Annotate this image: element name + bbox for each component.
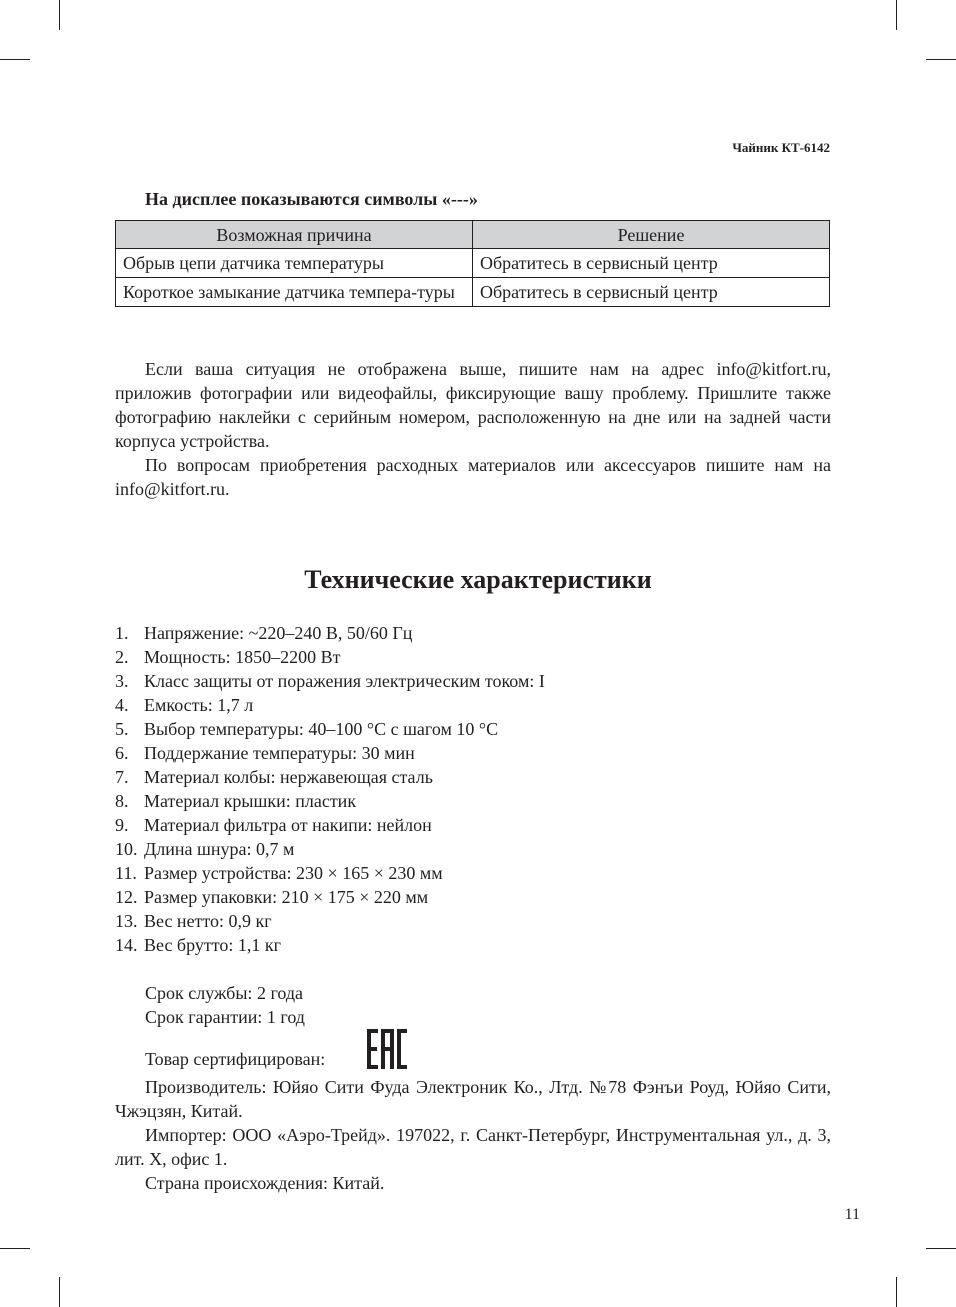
table-cell-cause: Обрыв цепи датчика температуры [116, 249, 473, 278]
list-item-number: 12. [115, 887, 138, 907]
list-item-number: 2. [115, 647, 129, 667]
list-item-number: 7. [115, 767, 129, 787]
list-item-text: Размер упаковки: 210 × 175 × 220 мм [144, 887, 429, 907]
specs-title: Технические характеристики [304, 565, 652, 594]
crop-mark [926, 1248, 956, 1249]
list-item [115, 741, 831, 765]
list-item-text: Материал фильтра от накипи: нейлон [144, 815, 432, 835]
list-item-text: Выбор температуры: 40–100 °С с шагом 10 °С [144, 719, 499, 739]
list-item-number: 6. [115, 743, 129, 763]
list-item-number: 4. [115, 695, 129, 715]
list-item-number: 3. [115, 671, 129, 691]
list-item-text: Класс защиты от поражения электрическим током: I [144, 671, 545, 691]
list-item [115, 621, 831, 645]
eac-mark-icon [337, 1029, 407, 1075]
column-header-cause: Возможная причина [116, 221, 473, 249]
table-cell-solution: Обратитесь в сервисный центр [473, 249, 830, 278]
list-item [115, 717, 831, 741]
crop-mark [896, 1277, 897, 1307]
list-item [115, 837, 831, 861]
certification-label: Товар сертифицирован: [145, 1049, 326, 1069]
list-item-number: 9. [115, 815, 129, 835]
column-header-solution: Решение [473, 221, 830, 249]
list-item [115, 669, 831, 693]
warranty-period: Срок гарантии: 1 год [145, 1007, 305, 1027]
page-number: 11 [844, 1206, 860, 1223]
list-item-text: Длина шнура: 0,7 м [144, 839, 295, 859]
list-item-number: 1. [115, 623, 129, 643]
crop-mark [896, 0, 897, 30]
running-header: Чайник КТ-6142 [732, 140, 830, 155]
list-item [115, 645, 831, 669]
list-item [115, 861, 831, 885]
certification-line [115, 1029, 831, 1075]
list-item-number: 11. [115, 863, 137, 883]
list-item-number: 10. [115, 839, 138, 859]
list-item-text: Вес нетто: 0,9 кг [144, 911, 272, 931]
list-item-text: Мощность: 1850–2200 Вт [144, 647, 341, 667]
manufacturer: Производитель: Юйяо Сити Фуда Электроник Ко., Лтд. №78 Фэнъи Роуд, Юйяо Сити, Чжэцзян, Китай. [115, 1077, 831, 1121]
crop-mark [0, 59, 30, 60]
list-item-text: Размер устройства: 230 × 165 × 230 мм [144, 863, 443, 883]
list-item [115, 909, 831, 933]
list-item [115, 789, 831, 813]
troubleshooting-table [115, 220, 830, 307]
crop-mark [59, 1277, 60, 1307]
accessories-paragraph: По вопросам приобретения расходных материалов или аксессуаров пишите нам на info@kitfort.ru. [115, 455, 831, 499]
list-item-number: 14. [115, 935, 138, 955]
crop-mark [0, 1248, 30, 1249]
contact-paragraph: Если ваша ситуация не отображена выше, пишите нам на адрес info@kitfort.ru, приложив фотографии или видеофайлы, фиксирующие вашу проблему. Пришлите также фотографию наклейки с серийным номером, расположенную на дне или на задней части корпуса устройства. [115, 359, 831, 451]
list-item-number: 8. [115, 791, 129, 811]
table-cell-cause: Короткое замыкание датчика темпера-туры [116, 278, 473, 307]
list-item [115, 933, 831, 957]
list-item-text: Напряжение: ~220–240 В, 50/60 Гц [144, 623, 413, 643]
table-header-row [116, 221, 830, 249]
list-item-text: Емкость: 1,7 л [144, 695, 254, 715]
list-item-text: Материал крышки: пластик [144, 791, 357, 811]
list-item [115, 693, 831, 717]
list-item [115, 765, 831, 789]
list-item [115, 885, 831, 909]
table-cell-solution: Обратитесь в сервисный центр [473, 278, 830, 307]
table-row [116, 249, 830, 278]
specs-list [115, 621, 831, 957]
list-item-text: Поддержание температуры: 30 мин [144, 743, 415, 763]
list-item [115, 813, 831, 837]
country-of-origin: Страна происхождения: Китай. [145, 1173, 385, 1193]
crop-mark [926, 59, 956, 60]
service-life: Срок службы: 2 года [145, 983, 304, 1003]
table-row [116, 278, 830, 307]
contact-section [115, 357, 831, 501]
crop-mark [59, 0, 60, 30]
list-item-number: 13. [115, 911, 138, 931]
list-item-text: Вес брутто: 1,1 кг [144, 935, 281, 955]
problem-heading: На дисплее показываются символы «---» [145, 189, 478, 209]
list-item-number: 5. [115, 719, 129, 739]
importer: Импортер: ООО «Аэро-Трейд». 197022, г. Санкт-Петербург, Инструментальная ул., д. 3, лит. Х, офис 1. [115, 1125, 831, 1169]
list-item-text: Материал колбы: нержавеющая сталь [144, 767, 433, 787]
additional-info [115, 981, 831, 1195]
